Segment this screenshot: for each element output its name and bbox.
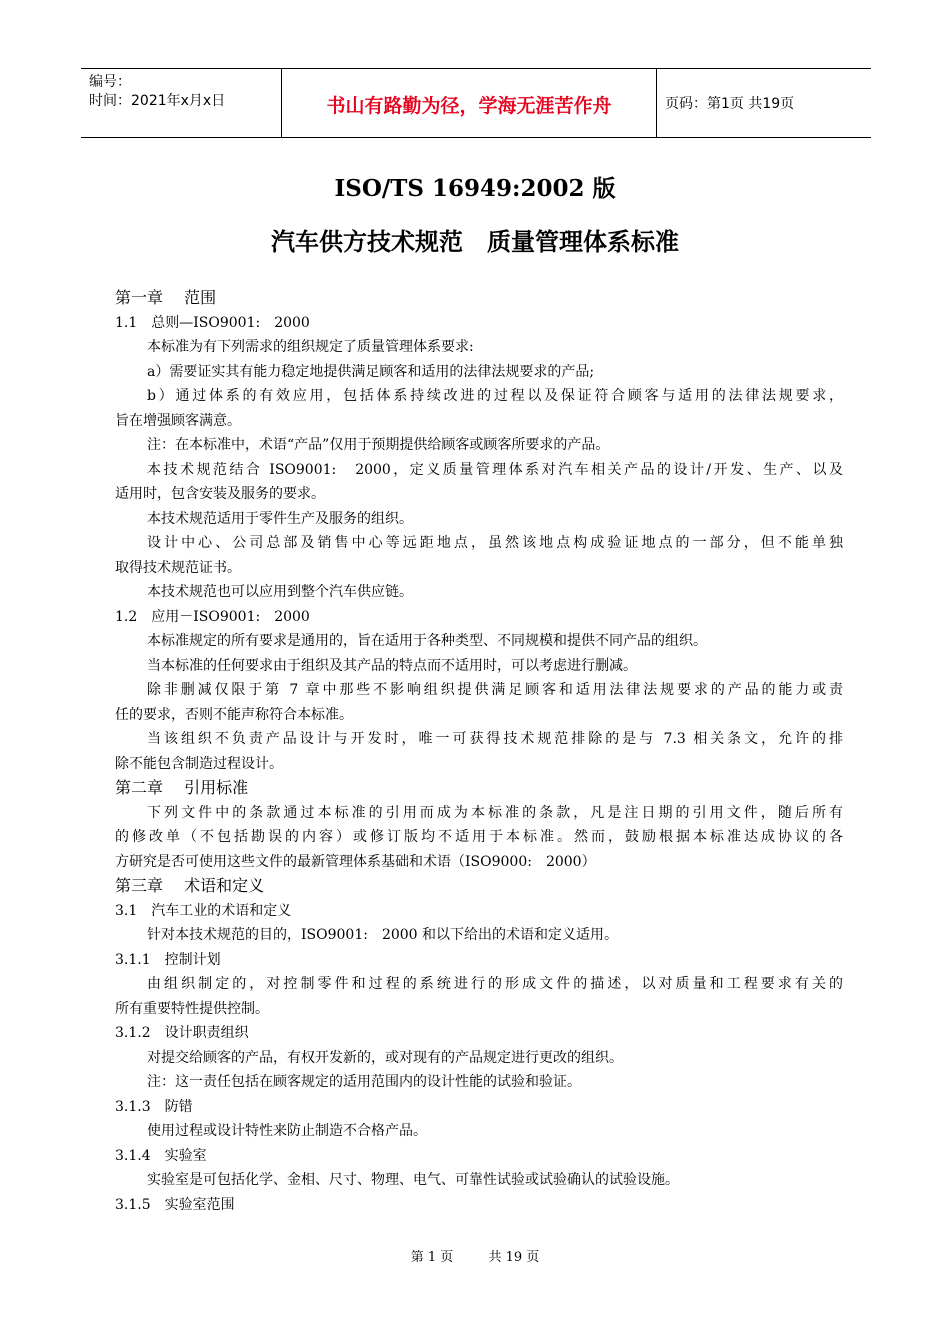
header-number: 编号： — [89, 74, 131, 90]
document-header — [81, 68, 871, 138]
paragraph-line: 本技术规范结合 ISO9001: 2000，定义质量管理体系对汽车相关产品的设计/开发、生产、以及 — [147, 461, 843, 478]
paragraph-line: 实验室是可包括化学、金相、尺寸、物理、电气、可靠性试验或试验确认的试验设施。 — [147, 1172, 679, 1188]
paragraph-line: 针对本技术规范的目的，ISO9001: 2000 和以下给出的术语和定义适用。 — [147, 927, 619, 943]
paragraph-line: 下列文件中的条款通过本标准的引用而成为本标准的条款，凡是注日期的引用文件，随后所有 — [147, 804, 843, 821]
paragraph-line: 当本标准的任何要求由于组织及其产品的特点而不适用时，可以考虑进行删减。 — [147, 657, 637, 674]
paragraph-line: 旨在增强顾客满意。 — [115, 412, 241, 429]
document-body — [115, 286, 843, 1217]
paragraph-line: b）通过体系的有效应用，包括体系持续改进的过程以及保证符合顾客与适用的法律法规要求， — [147, 388, 843, 404]
paragraph-line: 方研究是否可使用这些文件的最新管理体系基础和术语（ISO9000: 2000） — [115, 853, 596, 870]
section-heading: 3.1.4 实验室 — [115, 1147, 207, 1164]
paragraph-line: 对提交给顾客的产品，有权开发新的，或对现有的产品规定进行更改的组织。 — [147, 1049, 623, 1066]
paragraph-line: 取得技术规范证书。 — [115, 559, 241, 576]
footer-text: 页 — [440, 1250, 454, 1265]
paragraph-line: 本标准为有下列需求的组织规定了质量管理体系要求: — [147, 339, 474, 355]
paragraph-line: 设计中心、公司总部及销售中心等远距地点，虽然该地点构成验证地点的一部分，但不能单独 — [147, 535, 843, 551]
section-heading: 3.1 汽车工业的术语和定义 — [115, 902, 292, 919]
header-meta — [89, 73, 225, 111]
paragraph-line: 本技术规范也可以应用到整个汽车供应链。 — [147, 584, 413, 600]
paragraph-line: 除不能包含制造过程设计。 — [115, 755, 283, 772]
document-subtitle: 汽车供方技术规范 质量管理体系标准 — [271, 228, 679, 256]
paragraph-line: 由组织制定的，对控制零件和过程的系统进行的形成文件的描述，以对质量和工程要求有关的 — [147, 976, 843, 992]
header-time: 时间：2021年x月x日 — [89, 93, 226, 109]
page-footer — [0, 1246, 950, 1265]
paragraph-line: 任的要求，否则不能声称符合本标准。 — [115, 706, 353, 723]
paragraph-line: 使用过程或设计特性来防止制造不合格产品。 — [147, 1123, 427, 1139]
paragraph-line: 所有重要特性提供控制。 — [115, 1000, 269, 1017]
section-heading: 3.1.1 控制计划 — [115, 951, 221, 968]
footer-total-pages: 19 — [505, 1250, 523, 1265]
footer-text: 共 — [488, 1250, 502, 1265]
footer-page-number: 1 — [427, 1250, 437, 1265]
paragraph-line: 适用时，包含安装及服务的要求。 — [115, 486, 325, 502]
document-title: ISO/TS 16949:2002 版 — [334, 175, 616, 202]
header-page-info: 页码：第1页 共19页 — [665, 96, 795, 112]
paragraph-line: 当该组织不负责产品设计与开发时，唯一可获得技术规范排除的是与 7.3 相关条文，允许的排 — [147, 731, 843, 747]
footer-text: 页 — [526, 1250, 540, 1265]
chapter-heading: 第三章 术语和定义 — [115, 876, 265, 895]
paragraph-line: 除非删减仅限于第 7 章中那些不影响组织提供满足顾客和适用法律法规要求的产品的能力或责 — [147, 682, 843, 698]
paragraph-line: 的修改单（不包括勘误的内容）或修订版均不适用于本标准。然而，鼓励根据本标准达成协议的各 — [115, 829, 843, 845]
footer-text: 第 — [410, 1250, 424, 1265]
chapter-heading: 第二章 引用标准 — [115, 778, 249, 797]
section-heading: 1.2 应用－ISO9001: 2000 — [115, 608, 310, 625]
section-heading: 3.1.5 实验室范围 — [115, 1196, 235, 1213]
header-motto: 书山有路勤为径，学海无涯苦作舟 — [326, 95, 612, 117]
section-heading: 3.1.2 设计职责组织 — [115, 1025, 249, 1041]
note-line: 注：这一责任包括在顾客规定的适用范围内的设计性能的试验和验证。 — [147, 1074, 581, 1090]
section-heading: 1.1 总则—ISO9001: 2000 — [115, 314, 310, 331]
paragraph-line: 本技术规范适用于零件生产及服务的组织。 — [147, 510, 413, 527]
paragraph-line: 本标准规定的所有要求是通用的，旨在适用于各种类型、不同规模和提供不同产品的组织。 — [147, 633, 707, 649]
note-line: 注：在本标准中，术语“产品”仅用于预期提供给顾客或顾客所要求的产品。 — [147, 437, 610, 453]
chapter-heading: 第一章 范围 — [115, 288, 217, 307]
header-divider — [656, 69, 657, 137]
section-heading: 3.1.3 防错 — [115, 1098, 193, 1115]
paragraph-line: a）需要证实其有能力稳定地提供满足顾客和适用的法律法规要求的产品; — [147, 363, 595, 380]
